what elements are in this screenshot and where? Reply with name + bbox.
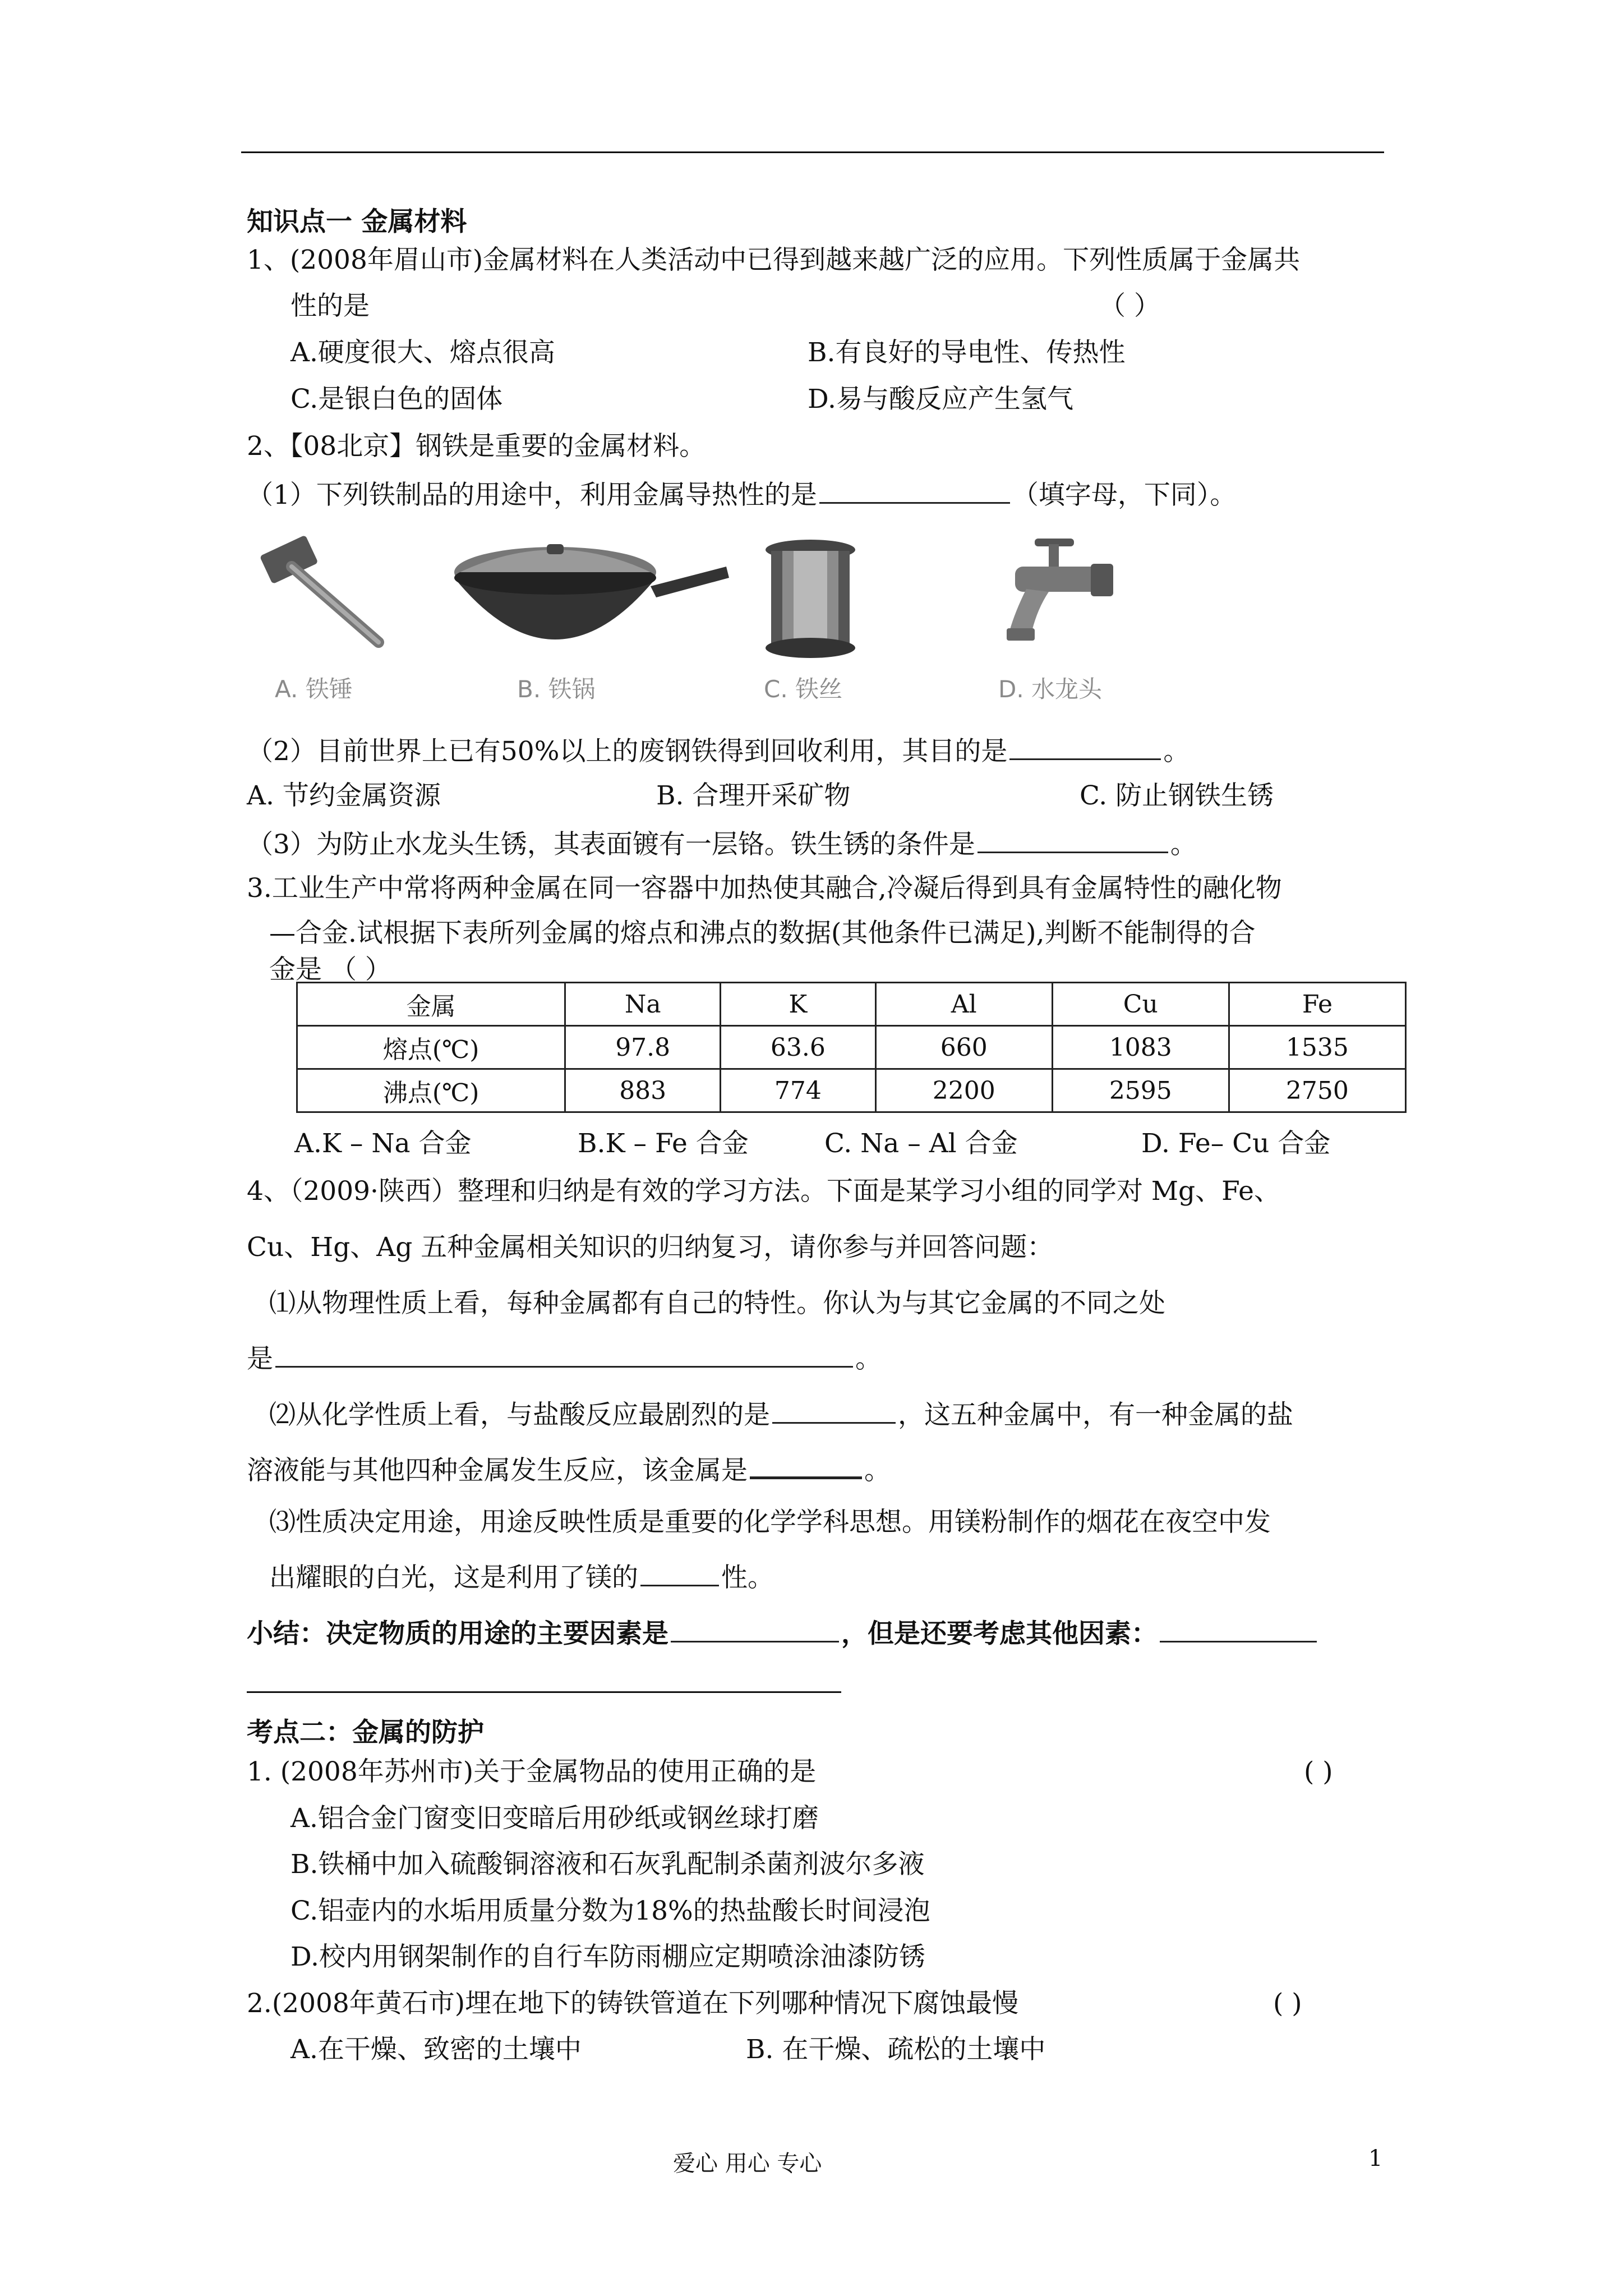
summary-blank2[interactable] <box>1160 1618 1317 1642</box>
q2-sub3 <box>247 829 1197 858</box>
q4-part2-line1 <box>269 1400 1293 1428</box>
q4-part2-text: ⑵从化学性质上看，与盐酸反应最剧烈的是 <box>269 1400 770 1430</box>
q3-option-d: D. Fe– Cu 合金 <box>1141 1128 1331 1159</box>
q4-part3-line2 <box>269 1562 774 1591</box>
q2-option-c: C. 防止钢铁生锈 <box>1080 780 1274 811</box>
table-cell: 1083 <box>1052 1026 1229 1069</box>
q1-option-c: C.是银白色的固体 <box>291 384 503 415</box>
metal-data-table <box>296 982 1407 1113</box>
q2-option-a: A. 节约金属资源 <box>247 780 441 811</box>
table-cell: 883 <box>565 1069 721 1112</box>
summary-continuation-line <box>247 1691 841 1693</box>
q2-option-b: B. 合理开采矿物 <box>656 780 851 811</box>
q4-part2-line2 <box>247 1454 891 1484</box>
s2-q2-paren: ( ) <box>1273 1988 1302 2019</box>
q3-option-b: B.K – Fe 合金 <box>578 1128 749 1159</box>
q2-sub2 <box>247 736 1189 765</box>
footer-motto: 爱心 用心 专心 <box>673 2151 822 2177</box>
q3-option-a: A.K – Na 合金 <box>294 1128 472 1159</box>
table-cell: 2595 <box>1052 1069 1229 1112</box>
wok-icon <box>443 533 735 668</box>
image-caption-c: C. 铁丝 <box>764 675 843 703</box>
q4-part2-blank2[interactable] <box>750 1454 862 1479</box>
table-cell: Cu <box>1052 983 1229 1026</box>
q2-sub3-blank[interactable] <box>978 829 1168 853</box>
q4-part2-text2: ，这五种金属中，有一种金属的盐 <box>898 1400 1293 1430</box>
q4-part3-line1: ⑶性质决定用途，用途反映性质是重要的化学学科思想。用镁粉制作的烟花在夜空中发 <box>269 1507 1271 1538</box>
table-row <box>297 1069 1406 1112</box>
s2-q1-paren: ( ) <box>1304 1756 1333 1787</box>
summary-text2: ，但是还要考虑其他因素： <box>841 1618 1158 1649</box>
table-cell: Al <box>875 983 1052 1026</box>
q4-part1-line1: ⑴从物理性质上看，每种金属都有自己的特性。你认为与其它金属的不同之处 <box>269 1288 1165 1319</box>
q4-part1-blank[interactable] <box>275 1343 853 1368</box>
s2-q1-option-b: B.铁桶中加入硫酸铜溶液和石灰乳配制杀菌剂波尔多液 <box>291 1849 925 1880</box>
table-cell: Na <box>565 983 721 1026</box>
table-cell: K <box>721 983 876 1026</box>
image-caption-a: A. 铁锤 <box>275 675 353 703</box>
q2-sub1-blank[interactable] <box>819 480 1010 504</box>
table-cell: 沸点(℃) <box>297 1069 565 1112</box>
table-cell: 63.6 <box>721 1026 876 1069</box>
q2-sub1-suffix: （填字母，下同）。 <box>1012 480 1237 510</box>
q2-sub2-text: （2）目前世界上已有50%以上的废钢铁得到回收利用，其目的是 <box>247 736 1008 767</box>
q2-sub3-suffix: 。 <box>1170 829 1197 860</box>
table-cell: 1535 <box>1229 1026 1405 1069</box>
table-cell: 774 <box>721 1069 876 1112</box>
q4-part1-prefix: 是 <box>247 1343 273 1374</box>
q4-part3-blank[interactable] <box>640 1562 719 1586</box>
q2-sub1 <box>247 480 1236 508</box>
q2-line1: 2、【08北京】钢铁是重要的金属材料。 <box>247 431 706 462</box>
table-cell: 97.8 <box>565 1026 721 1069</box>
q3-line2: —合金.试根据下表所列金属的熔点和沸点的数据(其他条件已满足),判断不能制得的合 <box>269 918 1256 949</box>
table-cell: 2200 <box>875 1069 1052 1112</box>
table-cell: 熔点(℃) <box>297 1026 565 1069</box>
q4-part2-blank1[interactable] <box>772 1400 896 1424</box>
image-caption-b: B. 铁锅 <box>517 675 596 703</box>
s2-q1-option-d: D.校内用钢架制作的自行车防雨棚应定期喷涂油漆防锈 <box>291 1941 925 1972</box>
summary-blank1[interactable] <box>671 1618 839 1642</box>
q2-sub2-suffix: 。 <box>1163 736 1190 767</box>
s2-q1-option-c: C.铝壶内的水垢用质量分数为18%的热盐酸长时间浸泡 <box>291 1895 930 1926</box>
s2-q2-option-a: A.在干燥、致密的土壤中 <box>291 2034 582 2065</box>
section-title-2: 考点二：金属的防护 <box>247 1717 484 1748</box>
q1-option-b: B.有良好的导电性、传热性 <box>808 337 1126 368</box>
table-cell: 金属 <box>297 983 565 1026</box>
q4-line1: 4、（2009·陕西）整理和归纳是有效的学习方法。下面是某学习小组的同学对 Mg、Fe、 <box>247 1176 1280 1207</box>
hammer-icon <box>247 533 393 662</box>
page-number: 1 <box>1368 2146 1383 2171</box>
table-cell: Fe <box>1229 983 1405 1026</box>
wire-spool-icon <box>763 539 858 662</box>
faucet-icon <box>993 539 1122 662</box>
table-cell: 2750 <box>1229 1069 1405 1112</box>
q1-option-d: D.易与酸反应产生氢气 <box>808 384 1073 415</box>
q2-sub1-text: （1）下列铁制品的用途中，利用金属导热性的是 <box>247 480 817 510</box>
q3-line3: 金是 （ ） <box>269 954 391 985</box>
q4-part2-suffix: 。 <box>864 1455 891 1486</box>
table-row <box>297 1026 1406 1069</box>
image-caption-d: D. 水龙头 <box>998 675 1103 703</box>
q4-part3-suffix: 性。 <box>721 1562 774 1593</box>
q4-line2: Cu、Hg、Ag 五种金属相关知识的归纳复习，请你参与并回答问题： <box>247 1232 1054 1263</box>
q4-part2-text3: 溶液能与其他四种金属发生反应，该金属是 <box>247 1455 748 1486</box>
q2-sub2-blank[interactable] <box>1009 736 1161 760</box>
q3-option-c: C. Na – Al 合金 <box>824 1128 1018 1159</box>
section-title-1: 知识点一 金属材料 <box>247 206 467 237</box>
q1-option-a: A.硬度很大、熔点很高 <box>291 337 555 368</box>
q1-answer-paren: （ ） <box>1099 291 1160 321</box>
summary-text: 小结：决定物质的用途的主要因素是 <box>247 1618 668 1649</box>
q2-sub3-text: （3）为防止水龙头生锈，其表面镀有一层铬。铁生锈的条件是 <box>247 829 975 860</box>
q1-line2: 性的是 <box>291 291 370 321</box>
q4-part3-text: 出耀眼的白光，这是利用了镁的 <box>269 1562 638 1593</box>
s2-q1-option-a: A.铝合金门窗变旧变暗后用砂纸或钢丝球打磨 <box>291 1803 819 1834</box>
summary-line <box>247 1618 1319 1647</box>
q1-line1: 1、(2008年眉山市)金属材料在人类活动中已得到越来越广泛的应用。下列性质属于金属共 <box>247 245 1301 275</box>
s2-q2-option-b: B. 在干燥、疏松的土壤中 <box>746 2034 1046 2065</box>
q4-part1-line2 <box>247 1343 882 1372</box>
q3-line1: 3.工业生产中常将两种金属在同一容器中加热使其融合,冷凝后得到具有金属特性的融化物 <box>247 873 1282 904</box>
q4-part1-suffix: 。 <box>855 1343 882 1374</box>
header-rule <box>241 151 1384 153</box>
s2-q2-line1: 2.(2008年黄石市)埋在地下的铸铁管道在下列哪种情况下腐蚀最慢 <box>247 1988 1019 2019</box>
s2-q1-line1: 1. (2008年苏州市)关于金属物品的使用正确的是 <box>247 1756 817 1787</box>
table-cell: 660 <box>875 1026 1052 1069</box>
table-header-row <box>297 983 1406 1026</box>
